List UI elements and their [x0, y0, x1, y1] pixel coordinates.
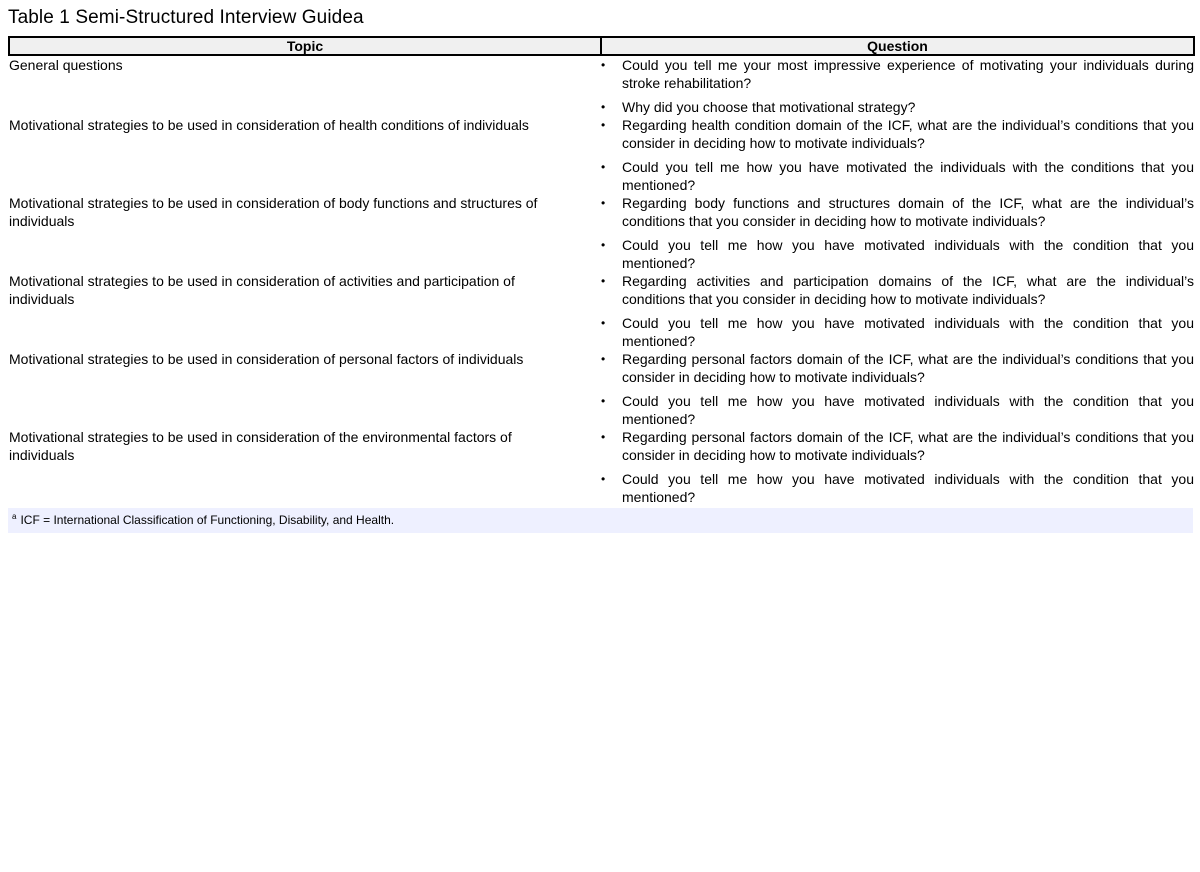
bullet-icon: •: [601, 118, 606, 132]
table-body: [9, 55, 1194, 506]
table-row: [9, 428, 1194, 506]
bullet-icon: •: [601, 196, 606, 210]
footnote-text: ICF = International Classification of Functioning, Disability, and Health.: [20, 513, 395, 527]
question-list: [601, 56, 1194, 116]
table-row: [9, 194, 1194, 272]
question-list: [601, 428, 1194, 506]
bullet-icon: •: [601, 352, 606, 366]
interview-guide-table: [8, 36, 1195, 506]
bullet-icon: •: [601, 316, 606, 330]
table-row: [9, 350, 1194, 428]
question-item: [601, 158, 1194, 194]
question-text: Regarding health condition domain of the ICF, what are the individual’s conditions that you consider in deciding how to motivate individuals?: [622, 117, 1194, 151]
question-text: Could you tell me your most impressive experience of motivating your individuals during stroke rehabilitation?: [622, 57, 1194, 91]
question-item: [601, 350, 1194, 386]
table-row: [9, 272, 1194, 350]
question-cell: [601, 55, 1194, 116]
topic-cell: Motivational strategies to be used in consideration of the environmental factors of individuals: [9, 429, 512, 463]
bullet-icon: •: [601, 274, 606, 288]
question-list: [601, 116, 1194, 194]
question-item: [601, 236, 1194, 272]
question-item: [601, 272, 1194, 308]
topic-cell: Motivational strategies to be used in consideration of personal factors of individuals: [9, 351, 524, 367]
question-text: Could you tell me how you have motivated the individuals with the conditions that you mentioned?: [622, 159, 1194, 193]
table-header: [9, 37, 1194, 55]
question-text: Could you tell me how you have motivated individuals with the condition that you mentioned?: [622, 393, 1194, 427]
table-footnote: [8, 508, 1193, 533]
document-page: [8, 6, 1193, 533]
question-text: Could you tell me how you have motivated individuals with the condition that you mentioned?: [622, 471, 1194, 505]
bullet-icon: •: [601, 58, 606, 72]
question-list: [601, 272, 1194, 350]
bullet-icon: •: [601, 100, 606, 114]
topic-cell: Motivational strategies to be used in consideration of health conditions of individuals: [9, 117, 529, 133]
question-cell: [601, 116, 1194, 194]
bullet-icon: •: [601, 238, 606, 252]
question-text: Regarding personal factors domain of the ICF, what are the individual’s conditions that you consider in deciding how to motivate individuals?: [622, 351, 1194, 385]
question-text: Could you tell me how you have motivated individuals with the condition that you mentioned?: [622, 237, 1194, 271]
question-text: Could you tell me how you have motivated individuals with the condition that you mentioned?: [622, 315, 1194, 349]
topic-cell: General questions: [9, 57, 123, 73]
question-list: [601, 194, 1194, 272]
bullet-icon: •: [601, 430, 606, 444]
question-text: Regarding body functions and structures domain of the ICF, what are the individual’s conditions that you consider in deciding how to motivate individuals?: [622, 195, 1194, 229]
table-row: [9, 55, 1194, 116]
bullet-icon: •: [601, 394, 606, 408]
footnote-marker: a: [12, 512, 17, 521]
question-cell: [601, 350, 1194, 428]
question-item: [601, 392, 1194, 428]
header-row: [9, 37, 1194, 55]
question-item: [601, 98, 1194, 116]
question-cell: [601, 272, 1194, 350]
question-item: [601, 56, 1194, 92]
bullet-icon: •: [601, 160, 606, 174]
question-text: Why did you choose that motivational strategy?: [622, 99, 916, 115]
question-cell: [601, 428, 1194, 506]
column-header-question: Question: [601, 37, 1194, 55]
topic-cell: Motivational strategies to be used in consideration of activities and participation of individuals: [9, 273, 515, 307]
question-list: [601, 350, 1194, 428]
table-row: [9, 116, 1194, 194]
question-item: [601, 116, 1194, 152]
topic-cell: Motivational strategies to be used in consideration of body functions and structures of individuals: [9, 195, 538, 229]
question-text: Regarding activities and participation domains of the ICF, what are the individual’s conditions that you consider in deciding how to motivate individuals?: [622, 273, 1194, 307]
table-title: Table 1 Semi-Structured Interview Guidea: [8, 7, 364, 28]
question-item: [601, 428, 1194, 464]
question-item: [601, 314, 1194, 350]
bullet-icon: •: [601, 472, 606, 486]
question-text: Regarding personal factors domain of the ICF, what are the individual’s conditions that you consider in deciding how to motivate individuals?: [622, 429, 1194, 463]
question-cell: [601, 194, 1194, 272]
question-item: [601, 194, 1194, 230]
question-item: [601, 470, 1194, 506]
column-header-topic: Topic: [9, 37, 601, 55]
